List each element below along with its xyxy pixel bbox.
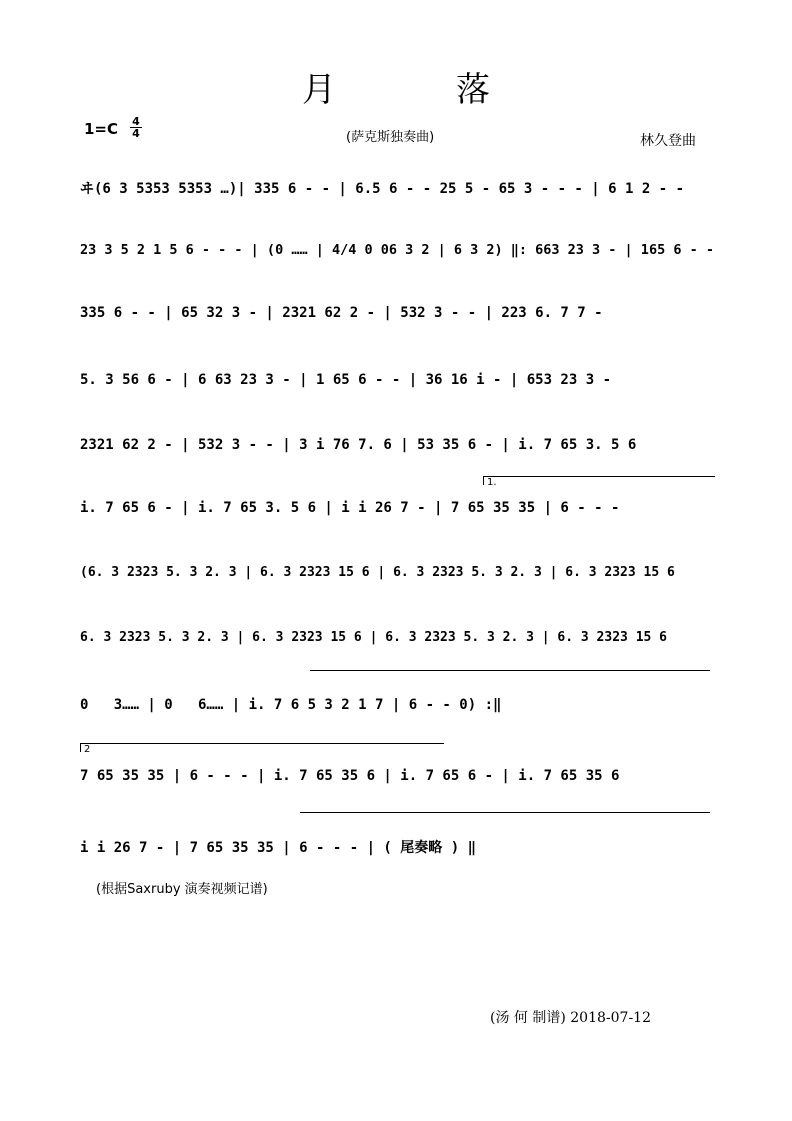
key-signature: 1=C xyxy=(84,120,119,138)
subtitle: (萨克斯独奏曲) xyxy=(346,130,435,145)
score-line-4: 5. 3 56 6 - | 6 63 23 3 - | 1 65 6 - - | 36 16 i - | 653 23 3 - xyxy=(80,372,612,388)
meter-bottom: 4 xyxy=(132,127,140,140)
score-line-9: 0 3…… | 0 6…… | i. 7 6 5 3 2 1 7 | 6 - - 0) :‖ xyxy=(80,697,502,713)
time-signature xyxy=(130,116,142,139)
repeat-bracket-line xyxy=(310,670,710,671)
score-line-8: 6. 3 2323 5. 3 2. 3 | 6. 3 2323 15 6 | 6. 3 2323 5. 3 2. 3 | 6. 3 2323 15 6 xyxy=(80,630,667,645)
transcriber-credit: (汤 何 制谱) 2018-07-12 xyxy=(490,1010,651,1026)
volta-2-bracket xyxy=(80,743,444,755)
volta-1-label: 1. xyxy=(487,477,497,488)
score-line-2: 23 3 5 2 1 5 6 - - - | (0 …… | 4/4 0 06 3 2 | 6 3 2) ‖: 663 23 3 - | 165 6 - - xyxy=(80,242,714,258)
meter-top: 4 xyxy=(130,116,142,128)
volta-2-label: 2 xyxy=(84,744,91,755)
page-title xyxy=(0,62,792,111)
source-note: (根据Saxruby 演奏视频记谱) xyxy=(96,882,268,897)
title-char-1: 月 xyxy=(302,70,336,110)
score-line-1: ヰ(6 3 5353 5353 …)| 335 6 - - | 6.5 6 - - 25 5 - 65 3 - - - | 6 1 2 - - xyxy=(80,181,685,197)
composer: 林久登曲 xyxy=(640,133,696,149)
score-line-5: 2321 62 2 - | 532 3 - - | 3 i 76 7. 6 | 53 35 6 - | i. 7 65 3. 5 6 xyxy=(80,437,637,453)
score-line-7: (6. 3 2323 5. 3 2. 3 | 6. 3 2323 15 6 | 6. 3 2323 5. 3 2. 3 | 6. 3 2323 15 6 xyxy=(80,565,675,580)
volta-1-bracket xyxy=(483,476,715,488)
score-line-3: 335 6 - - | 65 32 3 - | 2321 62 2 - | 532 3 - - | 223 6. 7 7 - xyxy=(80,305,603,321)
score-line-6: i. 7 65 6 - | i. 7 65 3. 5 6 | i i 26 7 - | 7 65 35 35 | 6 - - - xyxy=(80,500,620,516)
score-line-10: 7 65 35 35 | 6 - - - | i. 7 65 35 6 | i. 7 65 6 - | i. 7 65 35 6 xyxy=(80,768,620,784)
title-char-2: 落 xyxy=(456,70,490,110)
score-line-11: i i 26 7 - | 7 65 35 35 | 6 - - - | ( 尾奏略 ) ‖ xyxy=(80,840,477,856)
coda-bracket-line xyxy=(300,812,710,813)
